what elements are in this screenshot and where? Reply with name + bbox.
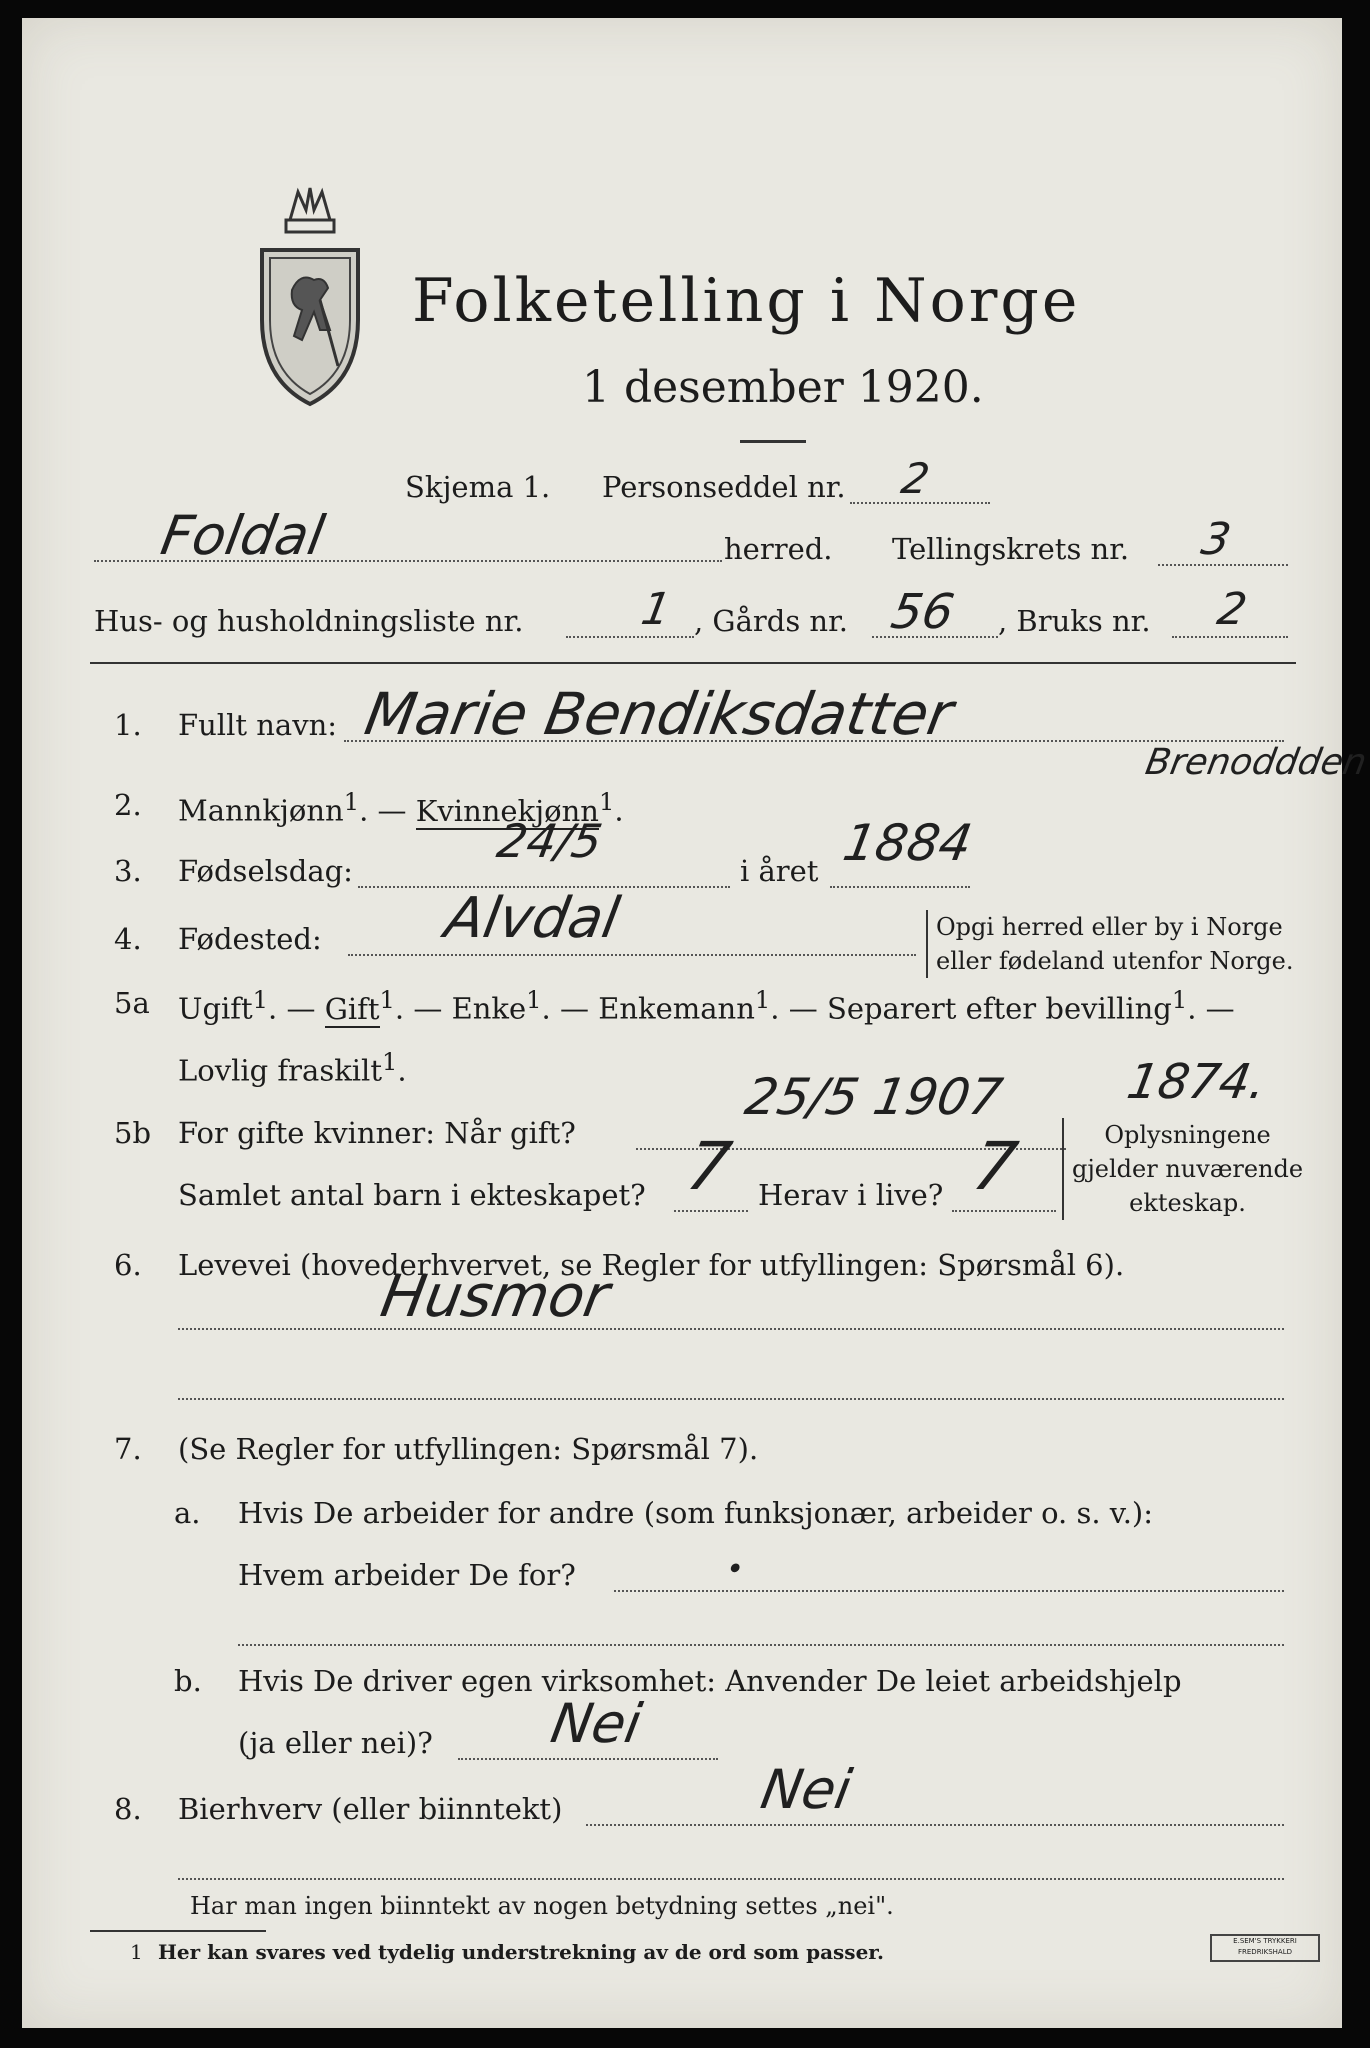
q8-number: 8. bbox=[114, 1792, 142, 1826]
q2-number: 2. bbox=[114, 788, 142, 822]
q7a-label: Hvis De arbeider for andre (som funksjonær, arbeider o. s. v.): bbox=[238, 1496, 1154, 1530]
q4-number: 4. bbox=[114, 922, 142, 956]
printer-stamp: E.SEM'S TRYKKERI FREDRIKSHALD bbox=[1210, 1934, 1320, 1962]
employer-label: Hvem arbeider De for? bbox=[238, 1558, 576, 1592]
secondary-income-value: Nei bbox=[756, 1758, 857, 1821]
marital-options: Ugift$^1$. — Gift$^1$. — Enke$^1$. — Enkemann$^1$. — Separert efter bevilling$^1$. — bbox=[178, 986, 1235, 1026]
norway-coat-of-arms-icon bbox=[250, 180, 370, 410]
birthdate-value: 24/5 bbox=[493, 814, 607, 868]
q1-label: Fullt navn: bbox=[178, 708, 338, 742]
birthplace-value: Alvdal bbox=[440, 886, 625, 951]
option-fraskilt[interactable]: Lovlig fraskilt bbox=[178, 1053, 382, 1088]
option-fraskilt-line: Lovlig fraskilt$^1$. bbox=[178, 1048, 407, 1088]
title-divider bbox=[740, 440, 806, 443]
full-name-value: Marie Bendiksdatter bbox=[360, 680, 959, 748]
header-rule bbox=[90, 662, 1296, 664]
occupation-value: Husmor bbox=[376, 1262, 615, 1330]
children-label: Samlet antal barn i ekteskapet? bbox=[178, 1178, 646, 1212]
form-date: 1 desember 1920. bbox=[582, 362, 984, 413]
hired-help-value: Nei bbox=[546, 1692, 647, 1755]
extra-value: 1874. bbox=[1123, 1054, 1271, 1110]
alive-value: 7 bbox=[967, 1128, 1023, 1205]
secondary-income-field[interactable] bbox=[586, 1824, 1284, 1826]
birthplace-field[interactable] bbox=[348, 954, 916, 956]
alive-field[interactable] bbox=[952, 1210, 1056, 1212]
married-value: 25/5 1907 bbox=[740, 1068, 1007, 1126]
herred-value: Foldal bbox=[156, 504, 330, 567]
birthdate-label: Fødselsdag: bbox=[178, 854, 353, 888]
birthyear-label: i året bbox=[740, 854, 819, 888]
bruks-label: , Bruks nr. bbox=[998, 604, 1151, 638]
q5b-number: 5b bbox=[114, 1116, 152, 1150]
q7b-label: Hvis De driver egen virksomhet: Anvender De leiet arbeidshjelp bbox=[238, 1664, 1182, 1698]
employer-field[interactable] bbox=[614, 1590, 1284, 1592]
personseddel-value: 2 bbox=[897, 454, 934, 503]
birthplace-note: Opgi herred eller by i Norge eller fødeland utenfor Norge. bbox=[926, 910, 1294, 978]
option-separert[interactable]: Separert efter bevilling bbox=[826, 991, 1172, 1026]
children-field[interactable] bbox=[674, 1210, 748, 1212]
census-form bbox=[22, 18, 1370, 2028]
q7a-number: a. bbox=[174, 1496, 201, 1530]
employer-field-2[interactable] bbox=[238, 1644, 1284, 1646]
gards-value: 56 bbox=[887, 584, 959, 640]
hired-help-label: (ja eller nei)? bbox=[238, 1726, 433, 1760]
children-value: 7 bbox=[681, 1128, 737, 1205]
full-name-extra: Brenoddden bbox=[1142, 742, 1370, 783]
birthyear-field[interactable] bbox=[830, 886, 970, 888]
personseddel-label: Personseddel nr. bbox=[602, 470, 846, 504]
liste-field[interactable] bbox=[566, 636, 694, 638]
q6-number: 6. bbox=[114, 1248, 142, 1282]
bruks-field[interactable] bbox=[1172, 636, 1288, 638]
occupation-field[interactable] bbox=[178, 1328, 1284, 1330]
q3-number: 3. bbox=[114, 854, 142, 888]
q7-label: (Se Regler for utfyllingen: Spørsmål 7). bbox=[178, 1432, 759, 1466]
birthplace-label: Fødested: bbox=[178, 922, 322, 956]
tellingskrets-value: 3 bbox=[1197, 514, 1235, 565]
schema-label: Skjema 1. bbox=[405, 470, 551, 504]
alive-label: Herav i live? bbox=[758, 1178, 944, 1212]
marriage-note: Oplysningene gjelder nuværende ekteskap. bbox=[1062, 1118, 1303, 1220]
secondary-income-label: Bierhverv (eller biinntekt) bbox=[178, 1792, 563, 1826]
option-ugift[interactable]: Ugift bbox=[178, 991, 253, 1026]
q1-number: 1. bbox=[114, 708, 142, 742]
hired-help-field[interactable] bbox=[458, 1758, 718, 1760]
option-enke[interactable]: Enke bbox=[451, 991, 527, 1026]
birthyear-value: 1884 bbox=[838, 814, 977, 872]
gender-options: Mannkjønn$^1$. — Kvinnekjønn$^1$. bbox=[178, 788, 624, 828]
note-text: Har man ingen biinntekt av nogen betydning settes „nei". bbox=[190, 1892, 894, 1920]
q5a-number: 5a bbox=[114, 986, 150, 1020]
herred-label: herred. bbox=[724, 532, 833, 566]
occupation-label: Levevei (hovederhvervet, se Regler for utfyllingen: Spørsmål 6). bbox=[178, 1248, 1125, 1282]
liste-value: 1 bbox=[637, 584, 675, 635]
option-female-selected[interactable]: Kvinnekjønn bbox=[415, 793, 599, 828]
secondary-income-field-2[interactable] bbox=[178, 1878, 1284, 1880]
married-label: For gifte kvinner: Når gift? bbox=[178, 1116, 576, 1150]
q7b-number: b. bbox=[174, 1664, 202, 1698]
gards-label: , Gårds nr. bbox=[694, 604, 848, 638]
tellingskrets-label: Tellingskrets nr. bbox=[892, 532, 1130, 566]
footnote-mark: 1 bbox=[130, 1940, 143, 1964]
employer-value: • bbox=[722, 1552, 747, 1587]
footnote-rule bbox=[90, 1930, 266, 1932]
option-male[interactable]: Mannkjønn bbox=[178, 793, 344, 828]
bruks-value: 2 bbox=[1213, 584, 1251, 635]
q7-number: 7. bbox=[114, 1432, 142, 1466]
option-enkemann[interactable]: Enkemann bbox=[598, 991, 755, 1026]
form-title: Folketelling i Norge bbox=[412, 266, 1081, 336]
occupation-field-2[interactable] bbox=[178, 1398, 1284, 1400]
footnote-text: Her kan svares ved tydelig understrekning av de ord som passer. bbox=[158, 1940, 884, 1964]
option-gift-selected[interactable]: Gift bbox=[324, 991, 380, 1026]
liste-label: Hus- og husholdningsliste nr. bbox=[94, 604, 524, 638]
